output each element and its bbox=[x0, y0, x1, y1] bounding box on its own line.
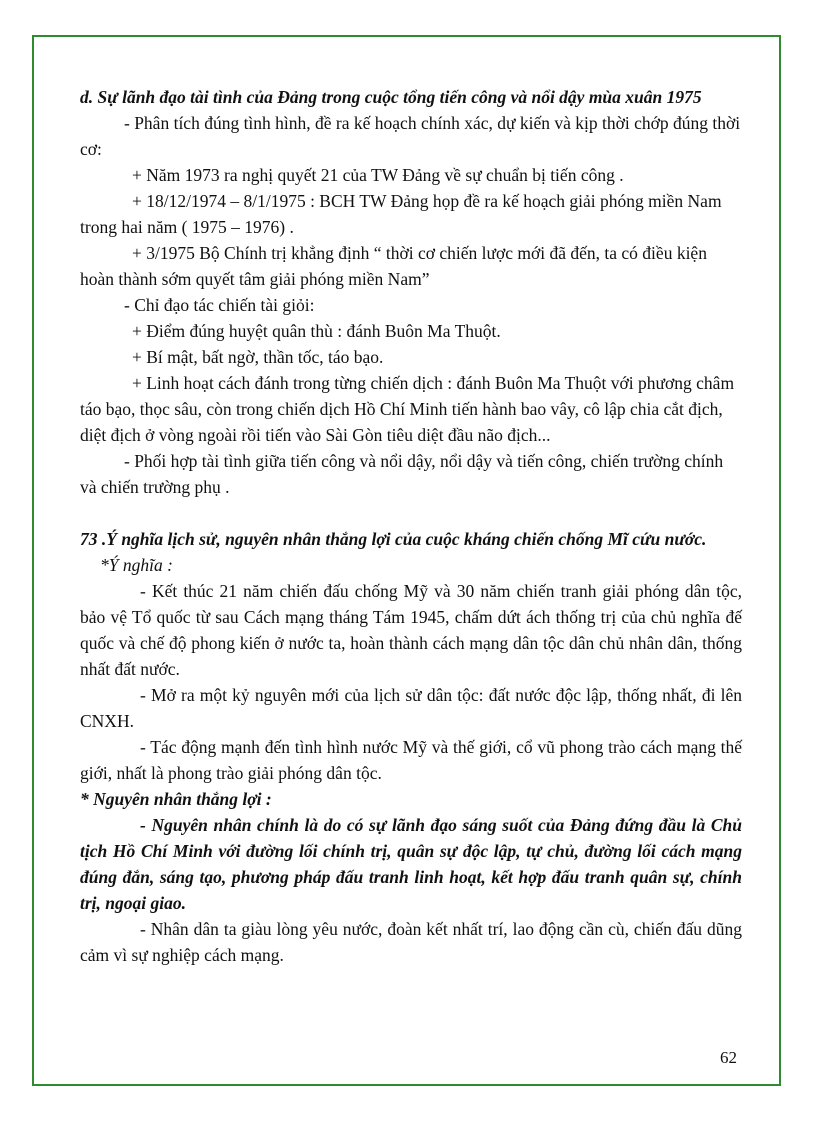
section-d-heading: d. Sự lãnh đạo tài tình của Đảng trong cuộc tổng tiến công và nổi dậy mùa xuân 1975 bbox=[80, 87, 702, 107]
section-d-paragraph: - Chỉ đạo tác chiến tài giỏi: bbox=[124, 295, 315, 315]
cause-paragraph: - Nhân dân ta giàu lòng yêu nước, đoàn kết nhất trí, lao động cần cù, chiến đấu dũng cảm vì sự nghiệp cách mạng. bbox=[80, 919, 742, 965]
section-spacer bbox=[80, 500, 742, 526]
section-d-paragraph: + Năm 1973 ra nghị quyết 21 của TW Đảng về sự chuẩn bị tiến công . bbox=[132, 165, 624, 185]
section-d-paragraph: + 3/1975 Bộ Chính trị khẳng định “ thời cơ chiến lược mới đã đến, ta có điều kiện hoàn thành sớm quyết tâm giải phóng miền Nam” bbox=[80, 243, 707, 289]
page-number: 62 bbox=[720, 1048, 737, 1067]
meaning-paragraph: - Mở ra một kỷ nguyên mới của lịch sử dân tộc: đất nước độc lập, thống nhất, đi lên CNXH. bbox=[80, 685, 742, 731]
cause-label: * Nguyên nhân thắng lợi : bbox=[80, 789, 272, 809]
section-73-heading: 73 .Ý nghĩa lịch sử, nguyên nhân thắng lợi của cuộc kháng chiến chống Mĩ cứu nước. bbox=[80, 529, 707, 549]
section-d-paragraph: + 18/12/1974 – 8/1/1975 : BCH TW Đảng họp đề ra kế hoạch giải phóng miền Nam trong hai năm ( 1975 – 1976) . bbox=[80, 191, 722, 237]
meaning-paragraph: - Kết thúc 21 năm chiến đấu chống Mỹ và 30 năm chiến tranh giải phóng dân tộc, bảo vệ Tổ quốc từ sau Cách mạng tháng Tám 1945, chấm dứt ách thống trị của chủ nghĩa đế quốc và chế độ phong kiến ở nước ta, hoàn thành cách mạng dân tộc dân chủ nhân dân, thống nhất đất nước. bbox=[80, 581, 742, 679]
cause-paragraph: - Nguyên nhân chính là do có sự lãnh đạo sáng suốt của Đảng đứng đầu là Chủ tịch Hồ Chí Minh với đường lối chính trị, quân sự độc lập, tự chủ, đường lối cách mạng đúng đắn, sáng tạo, phương pháp đấu tranh linh hoạt, kết hợp đấu tranh quân sự, chính trị, ngoại giao. bbox=[80, 815, 742, 913]
meaning-paragraph: - Tác động mạnh đến tình hình nước Mỹ và thế giới, cổ vũ phong trào cách mạng thế giới, nhất là phong trào giải phóng dân tộc. bbox=[80, 737, 742, 783]
page-content bbox=[80, 84, 742, 968]
section-d-paragraph: + Linh hoạt cách đánh trong từng chiến dịch : đánh Buôn Ma Thuột với phương châm táo bạo, thọc sâu, còn trong chiến dịch Hồ Chí Minh tiến hành bao vây, cô lập chia cắt địch, diệt địch ở vòng ngoài rồi tiến vào Sài Gòn tiêu diệt đầu não địch... bbox=[80, 373, 735, 445]
section-d-paragraph: + Điểm đúng huyệt quân thù : đánh Buôn Ma Thuột. bbox=[132, 321, 501, 341]
meaning-label: *Ý nghĩa : bbox=[100, 555, 173, 575]
section-d-paragraph: - Phân tích đúng tình hình, đề ra kế hoạch chính xác, dự kiến và kịp thời chớp đúng thời cơ: bbox=[80, 113, 741, 159]
section-d-paragraph: + Bí mật, bất ngờ, thần tốc, táo bạo. bbox=[132, 347, 384, 367]
section-d-paragraph: - Phối hợp tài tình giữa tiến công và nổi dậy, nổi dậy và tiến công, chiến trường chính và chiến trường phụ . bbox=[80, 451, 724, 497]
